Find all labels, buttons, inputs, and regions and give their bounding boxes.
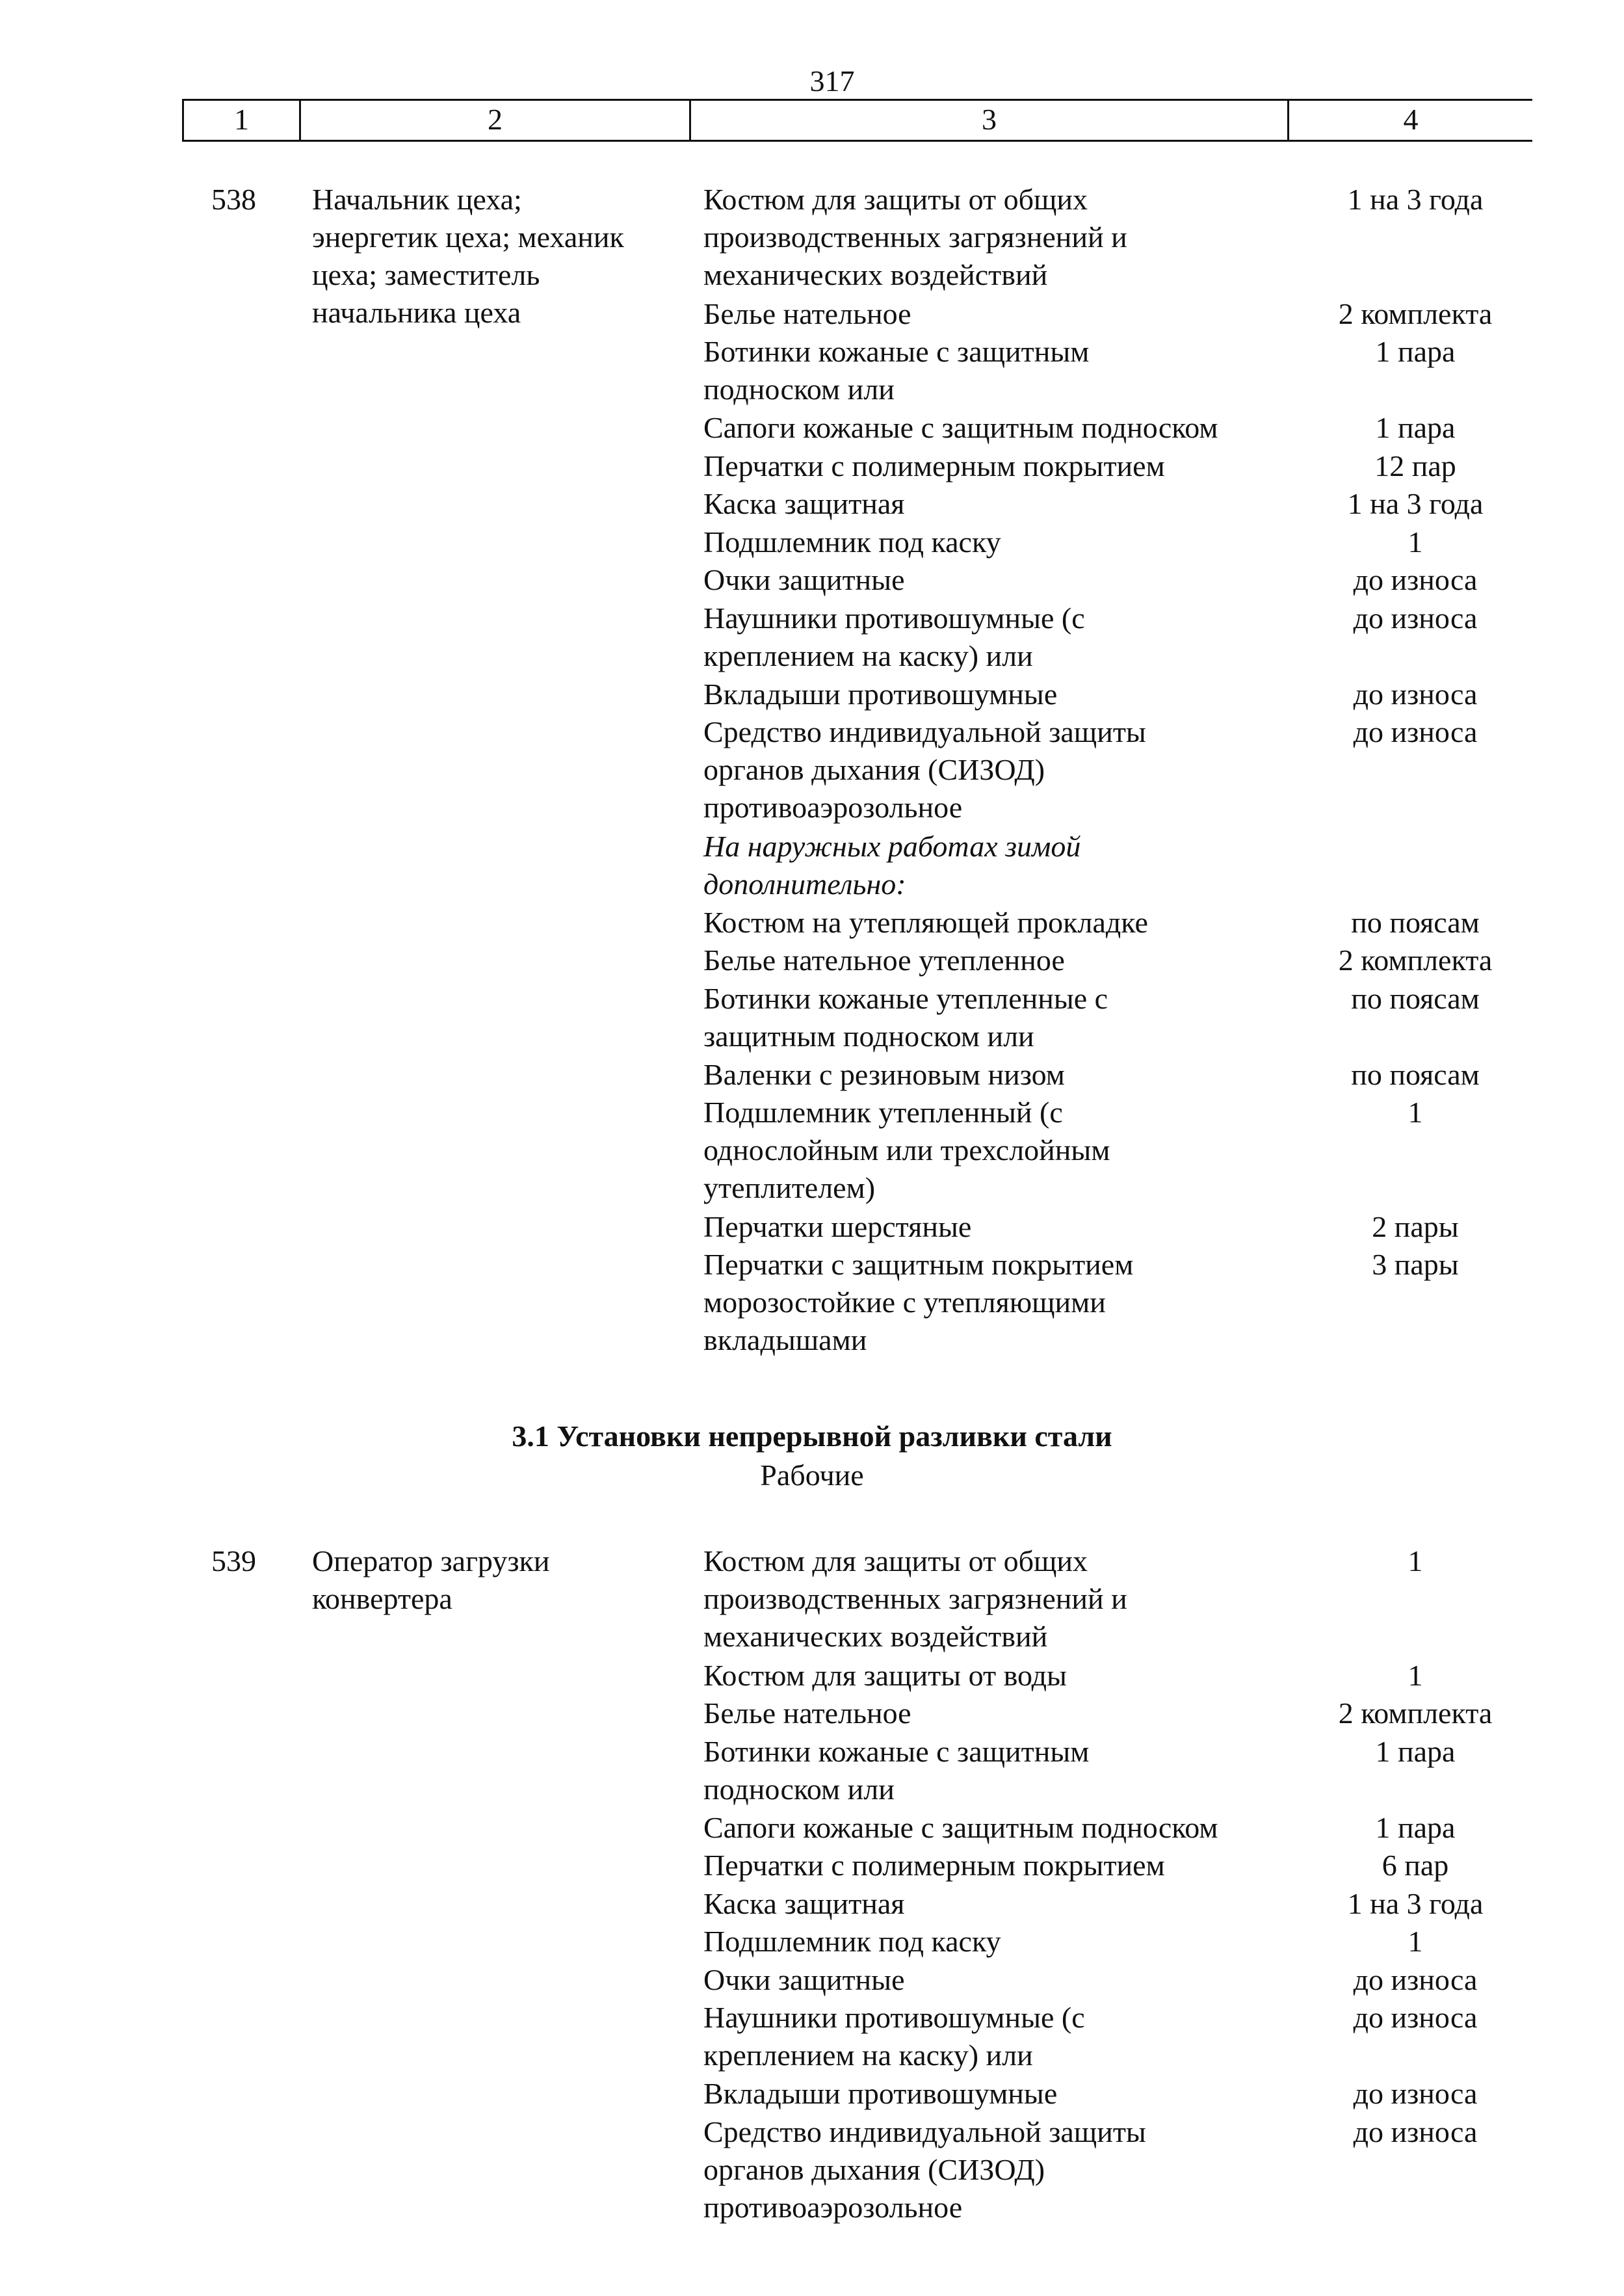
ppe-item-name	[703, 1208, 1302, 1246]
header-col-4: 4	[1403, 103, 1419, 136]
ppe-item-norm: 1	[1408, 1925, 1423, 1958]
ppe-item-line: Перчатки с полимерным покрытием	[703, 449, 1165, 482]
ppe-item-name	[703, 1885, 1302, 1923]
ppe-item-line: противоаэрозольное	[703, 791, 963, 824]
ppe-item-line: Валенки с резиновым низом	[703, 1058, 1065, 1091]
ppe-item-norm: до износа	[1353, 563, 1478, 596]
ppe-item-line: Очки защитные	[703, 563, 905, 596]
ppe-item-line: Каска защитная	[703, 487, 905, 520]
ppe-item-norm: 1 пара	[1375, 335, 1456, 368]
ppe-item-name	[703, 904, 1302, 942]
header-col-1: 1	[184, 101, 301, 140]
ppe-item-norm: до износа	[1353, 601, 1478, 635]
ppe-item-norm: 1	[1408, 1096, 1423, 1129]
ppe-item-name	[703, 676, 1302, 713]
ppe-item-line: Сапоги кожаные с защитным подноском	[703, 411, 1218, 444]
ppe-item-name	[703, 1999, 1302, 2074]
ppe-item-line: механических воздействий	[703, 1620, 1048, 1653]
ppe-item-line: органов дыхания (СИЗОД)	[703, 753, 1045, 786]
ppe-item-line: Средство индивидуальной защиты	[703, 2115, 1146, 2148]
ppe-item-line: Костюм для защиты от воды	[703, 1659, 1067, 1692]
header-col-3: 3	[691, 101, 1289, 140]
ppe-item-name	[703, 980, 1302, 1055]
ppe-item-name	[703, 2113, 1302, 2226]
ppe-item-line: Перчатки с защитным покрытием	[703, 1248, 1134, 1281]
position-line: энергетик цеха; механик	[312, 220, 624, 254]
ppe-item-norm: по поясам	[1351, 982, 1480, 1015]
ppe-item-name	[703, 713, 1302, 826]
ppe-item-norm: 6 пар	[1382, 1849, 1449, 1882]
page-number: 317	[809, 64, 855, 98]
ppe-item-line: Каска защитная	[703, 1887, 905, 1920]
ppe-item-name	[703, 942, 1302, 979]
ppe-item-norm: до износа	[1353, 2077, 1478, 2110]
ppe-item-norm: 1 на 3 года	[1347, 1887, 1484, 1920]
ppe-item-name	[703, 600, 1302, 675]
entry-number: 538	[211, 183, 256, 216]
ppe-item-line: Подшлемник под каску	[703, 525, 1001, 559]
ppe-item-name	[703, 333, 1302, 408]
ppe-item-line: Средство индивидуальной защиты	[703, 715, 1146, 748]
ppe-item-line: Наушники противошумные (с	[703, 601, 1085, 635]
ppe-item-line: утеплителем)	[703, 1171, 876, 1204]
ppe-item-name	[703, 1695, 1302, 1732]
ppe-item-name	[703, 523, 1302, 561]
ppe-item-name	[703, 1733, 1302, 1808]
section-title: 3.1 Установки непрерывной разливки стали	[512, 1419, 1112, 1453]
ppe-item-line: Вкладыши противошумные	[703, 2077, 1058, 2110]
ppe-item-line: Костюм на утепляющей прокладке	[703, 906, 1148, 939]
ppe-item-line: Вкладыши противошумные	[703, 678, 1058, 711]
ppe-item-line: Сапоги кожаные с защитным подноском	[703, 1811, 1218, 1844]
ppe-item-norm: 12 пар	[1374, 449, 1456, 482]
header-col-2: 2	[301, 101, 691, 140]
ppe-item-norm: 2 комплекта	[1338, 1696, 1493, 1730]
ppe-item-line: подноском или	[703, 373, 895, 406]
ppe-item-line: защитным подноском или	[703, 1020, 1034, 1053]
ppe-item-name	[703, 1961, 1302, 1999]
ppe-item-name	[703, 1056, 1302, 1094]
ppe-item-norm: 1 пара	[1375, 1735, 1456, 1768]
ppe-item-name	[703, 1809, 1302, 1847]
position-line: цеха; заместитель	[312, 258, 540, 291]
ppe-item-norm: 1	[1408, 1544, 1423, 1577]
ppe-item-name	[703, 181, 1302, 294]
ppe-item-line: креплением на каску) или	[703, 2039, 1033, 2072]
ppe-item-norm: 2 комплекта	[1338, 943, 1493, 977]
ppe-item-norm: до износа	[1353, 1963, 1478, 1996]
ppe-item-line: Ботинки кожаные с защитным	[703, 1735, 1090, 1768]
entry-position	[312, 1542, 676, 1618]
ppe-item-norm: 1	[1408, 1659, 1423, 1692]
ppe-item-norm: по поясам	[1351, 906, 1480, 939]
ppe-item-line: Костюм для защиты от общих	[703, 183, 1088, 216]
ppe-item-line: Подшлемник утепленный (с	[703, 1096, 1063, 1129]
ppe-item-line: органов дыхания (СИЗОД)	[703, 2153, 1045, 2186]
ppe-item-norm: 2 пары	[1372, 1210, 1459, 1243]
ppe-item-line: На наружных работах зимой	[703, 830, 1081, 863]
ppe-item-line: Ботинки кожаные с защитным	[703, 335, 1090, 368]
ppe-item-name	[703, 828, 1302, 903]
ppe-item-line: Наушники противошумные (с	[703, 2001, 1085, 2034]
ppe-item-name	[703, 1094, 1302, 1207]
ppe-item-norm: 1 на 3 года	[1347, 487, 1484, 520]
ppe-item-norm: 1	[1408, 525, 1423, 559]
ppe-item-line: противоаэрозольное	[703, 2191, 963, 2224]
ppe-item-norm: до износа	[1353, 715, 1478, 748]
ppe-item-line: Белье нательное	[703, 1696, 911, 1730]
ppe-item-norm: до износа	[1353, 2001, 1478, 2034]
position-line: начальника цеха	[312, 296, 521, 329]
ppe-item-line: подноском или	[703, 1773, 895, 1806]
ppe-item-norm: по поясам	[1351, 1058, 1480, 1091]
position-line: конвертера	[312, 1582, 452, 1615]
ppe-item-name	[703, 295, 1302, 333]
ppe-item-line: Костюм для защиты от общих	[703, 1544, 1088, 1577]
section-subtitle: Рабочие	[760, 1458, 864, 1492]
ppe-item-line: вкладышами	[703, 1323, 867, 1356]
ppe-item-norm: 1 пара	[1375, 1811, 1456, 1844]
entry-number: 539	[211, 1544, 256, 1577]
ppe-item-line: производственных загрязнений и	[703, 1582, 1127, 1615]
ppe-item-line: дополнительно:	[703, 867, 906, 901]
ppe-item-name	[703, 561, 1302, 599]
ppe-item-line: производственных загрязнений и	[703, 220, 1127, 254]
position-line: Начальник цеха;	[312, 183, 522, 216]
ppe-item-name	[703, 1542, 1302, 1656]
entry-position	[312, 181, 676, 332]
ppe-item-name	[703, 2075, 1302, 2113]
ppe-item-norm: до износа	[1353, 678, 1478, 711]
ppe-item-line: механических воздействий	[703, 258, 1048, 291]
ppe-item-line: Очки защитные	[703, 1963, 905, 1996]
position-line: Оператор загрузки	[312, 1544, 550, 1577]
ppe-item-name	[703, 409, 1302, 447]
ppe-item-line: морозостойкие с утепляющими	[703, 1286, 1106, 1319]
ppe-item-norm: 3 пары	[1372, 1248, 1459, 1281]
ppe-item-line: креплением на каску) или	[703, 639, 1033, 672]
ppe-item-line: Перчатки с полимерным покрытием	[703, 1849, 1165, 1882]
ppe-item-name	[703, 485, 1302, 523]
ppe-item-norm: 1 на 3 года	[1347, 183, 1484, 216]
ppe-item-line: Ботинки кожаные утепленные с	[703, 982, 1108, 1015]
ppe-item-norm: 1 пара	[1375, 411, 1456, 444]
ppe-item-name	[703, 1657, 1302, 1695]
ppe-item-line: Белье нательное утепленное	[703, 943, 1065, 977]
table-header	[182, 99, 1532, 142]
ppe-item-line: Белье нательное	[703, 297, 911, 330]
ppe-item-name	[703, 1847, 1302, 1884]
ppe-item-name	[703, 447, 1302, 485]
ppe-item-norm: до износа	[1353, 2115, 1478, 2148]
ppe-item-line: однослойным или трехслойным	[703, 1133, 1110, 1167]
ppe-item-name	[703, 1246, 1302, 1359]
ppe-item-norm: 2 комплекта	[1338, 297, 1493, 330]
ppe-item-line: Перчатки шерстяные	[703, 1210, 972, 1243]
ppe-item-line: Подшлемник под каску	[703, 1925, 1001, 1958]
ppe-item-name	[703, 1923, 1302, 1960]
